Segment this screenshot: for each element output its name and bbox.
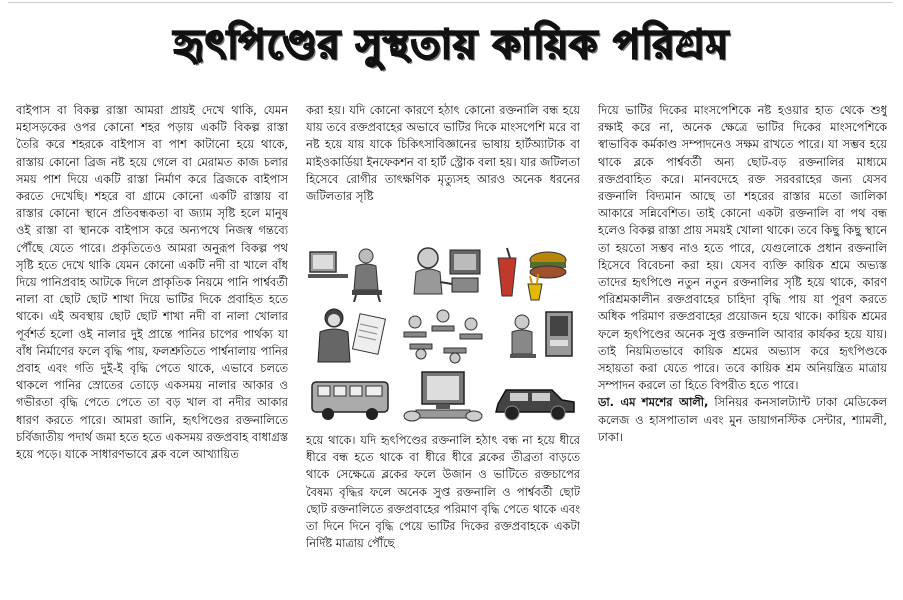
woman-with-document-clipart [308,306,394,364]
child-with-game-clipart [400,244,486,302]
classroom-icon [400,306,486,364]
child-gaming-icon [400,244,486,302]
column-2-top-text: করা হয়। যদি কোনো কারণে হঠাৎ কোনো রক্তনালি বন্ধ হয়ে যায় তবে রক্তপ্রবাহের অভাবে ভাটির দিকে মাংসপেশি মরে বা নষ্ট হয়ে যায় যাকে চিকিৎসাবিজ্ঞানের ভাষায় হার্টঅ্যাটাক বা মাইওকার্ডিয়া ইনফেকশন বা হার্ট স্ট্রোক বলা হয়। যার জটিলতা হিসেবে রোগীর তাৎক্ষণিক মৃত্যুসহ আরও অনেক ধরনের জটিলতার সৃষ্টি [306,103,580,204]
fast-food-icon [492,244,578,302]
author-credit [598,394,887,446]
computer-icon [400,368,486,426]
children-at-desks-clipart [400,306,486,364]
article-column-2-bottom [306,432,580,594]
column-2-bottom-text: হয়ে থাকে। যদি হৃৎপিণ্ডের রক্তনালি হঠাৎ বন্ধ না হয়ে ধীরে ধীরে বন্ধ হতে থাকে বা ধীরে ধীরে ব্লকের তীব্রতা বাড়তে থাকে সেক্ষেত্রে ব্লকের ফলে উজান ও ভাটিতে রক্তচাপের বৈষম্য বৃদ্ধির ফলে অনেক সুপ্ত রক্তনালি ও পার্শ্ববর্তী ছোট ছোট রক্তনালিতে রক্তপ্রবাহের পরিমাণ বৃদ্ধি পেতে থাকে এবং তা দিনে দিনে বৃদ্ধি পেয়ে ভাটির দিকের রক্তপ্রবাহকে একটা নির্দিষ্ট মাত্রায় পৌঁছে [306,433,580,551]
computer-with-hands-clipart [400,368,486,426]
sedentary-lifestyle-illustration [306,240,580,428]
article-column-1 [16,102,288,594]
author-details: সিনিয়র কনসালট্যান্ট ঢাকা মেডিকেল কলেজ ও হাসপাতাল এবং মুন ডায়াগনস্টিক সেন্টার, শ্যামলী, ঢাকা। [598,395,887,444]
person-at-computer-clipart [308,244,394,302]
vending-machine-icon [492,306,578,364]
person-at-computer-icon [308,244,394,302]
author-name: ডা. এম শমশের আলী, [598,395,709,410]
woman-document-icon [308,306,394,364]
article-column-3 [598,102,887,594]
article-column-2-top [306,102,580,234]
car-icon [492,368,578,426]
person-with-vending-machine-clipart [492,306,578,364]
headline-area [0,0,903,92]
column-1-text: বাইপাস বা বিকল্প রাস্তা আমরা প্রায়ই দেখে থাকি, যেমন মহাসড়কের ওপর কোনো শহর পড়ায় একটি বিকল্প রাস্তা তৈরি করে শহরকে বাইপাস বা পাশ কাটানো হয়ে থাকে, রাস্তায় কোনো ব্রিজ নষ্ট হয়ে গেলে বা মেরামত কাজ চলার সময় পাশ দিয়ে একটি রাস্তা নির্মাণ করে ব্রিজকে বাইপাস করতে দেখেছি। শহরে বা গ্রামে কোনো একটি রাস্তায় বা রাস্তার কোনো স্থানে প্রতিবন্ধকতা বা জ্যাম সৃষ্টি হলে মানুষ ওই রাস্তা বা স্থানকে বাইপাস করে অন্যপথে নিজস্ব গন্তব্যে পৌঁছে যেতে পারে। প্রকৃতিতেও আমরা অনুরূপ বিকল্প পথ সৃষ্টি হতে দেখে থাকি যেমন কোনো একটি নদী বা খালে বাঁধ দিয়ে পানিপ্রবাহ আটকে দিলে প্রাকৃতিক নিয়মে পানি পার্শ্ববর্তী নালা বা ছোট ছোট শাখা দিয়ে ভাটির দিকে প্রবাহিত হতে থাকে। এই অবস্থায় ছোট ছোট শাখা নদী বা নালা খোলার পূর্বশর্ত হলো ওই নালার দুই প্রান্তে পানির চাপের পার্থক্য যা বাঁধ নির্মাণের ফলে বৃদ্ধি পায়, ফলশ্রুতিতে পার্শ্বনালায় পানির প্রবাহ এবং গতি দুই-ই বৃদ্ধি পেতে থাকে, এভাবে চলতে থাকলে পানির স্রোতের তোড়ে একসময় নালার আকার ও গভীরতা বৃদ্ধি পেতে পেতে তা বড় খাল বা নদীর আকার ধারণ করতে পারে। আমরা জানি, হৃৎপিণ্ডের রক্তনালিতে চর্বিজাতীয় পদার্থ জমা হতে হতে একসময় রক্তপ্রবাহ বাধাগ্রস্ত হয়ে পড়ে। যাকে সাধারণভাবে ব্লক বলে আখ্যায়িত [16,103,288,462]
bus-icon [308,368,394,426]
article-headline: হৃৎপিণ্ডের সুস্থতায় কায়িক পরিশ্রম [173,21,730,68]
column-3-text: দিয়ে ভাটির দিকের মাংসপেশিকে নষ্ট হওয়ার হাত থেকে শুধু রক্ষাই করে না, অনেক ক্ষেত্রে ভাটির দিকের মাংসপেশিকে স্বাভাবিক কর্মকাণ্ড সম্পাদনেও সক্ষম রাখতে পারে। যা সম্ভব হয়ে থাকে ব্লকে পার্শ্ববর্তী অন্য ছোট-বড় রক্তনালির মাধ্যমে রক্তপ্রবাহিত করে। মানবদেহে রক্ত সরবরাহের জন্য যেসব রক্তনালি বিদ্যমান আছে তা শহরের রাস্তার মতো জালিকা আকারে সন্নিবেশিত। তাই কোনো একটা রক্তনালি বা পথ বন্ধ হলেও বিকল্প রাস্তা প্রায় সময়ই খোলা থাকে। তবে কিছু কিছু স্থানে তা হয়তো সম্ভব নাও হতে পারে, যেগুলোকে প্রধান রক্তনালি হিসেবে বিবেচনা করা হয়। যেসব ব্যক্তি কায়িক শ্রমে অভ্যস্ত তাদের হৃৎপিণ্ডে নতুন নতুন রক্তনালির সৃষ্টি হয়ে থাকে, কারণ পরিশ্রমকালীন রক্তপ্রবাহের চাহিদা বৃদ্ধি পায় যা পূরণ করতে অধিক পরিমাণ রক্তপ্রবাহের প্রয়োজন হয়ে থাকে। কায়িক শ্রমের ফলে হৃৎপিণ্ডের অনেক সুপ্ত রক্তনালি আবার কার্যকর হয়ে যায়। তাই নিয়মিতভাবে কায়িক শ্রমের অভ্যাস করে হৃৎপিণ্ডকে সহায়তা করা যেতে পারে। তবে কায়িক শ্রম অনিয়ন্ত্রিত মাত্রায় সম্পাদন করলে তা হিতে বিপরীত হতে পারে। [598,103,887,393]
car-clipart [492,368,578,426]
bus-clipart [308,368,394,426]
fast-food-clipart [492,244,578,302]
